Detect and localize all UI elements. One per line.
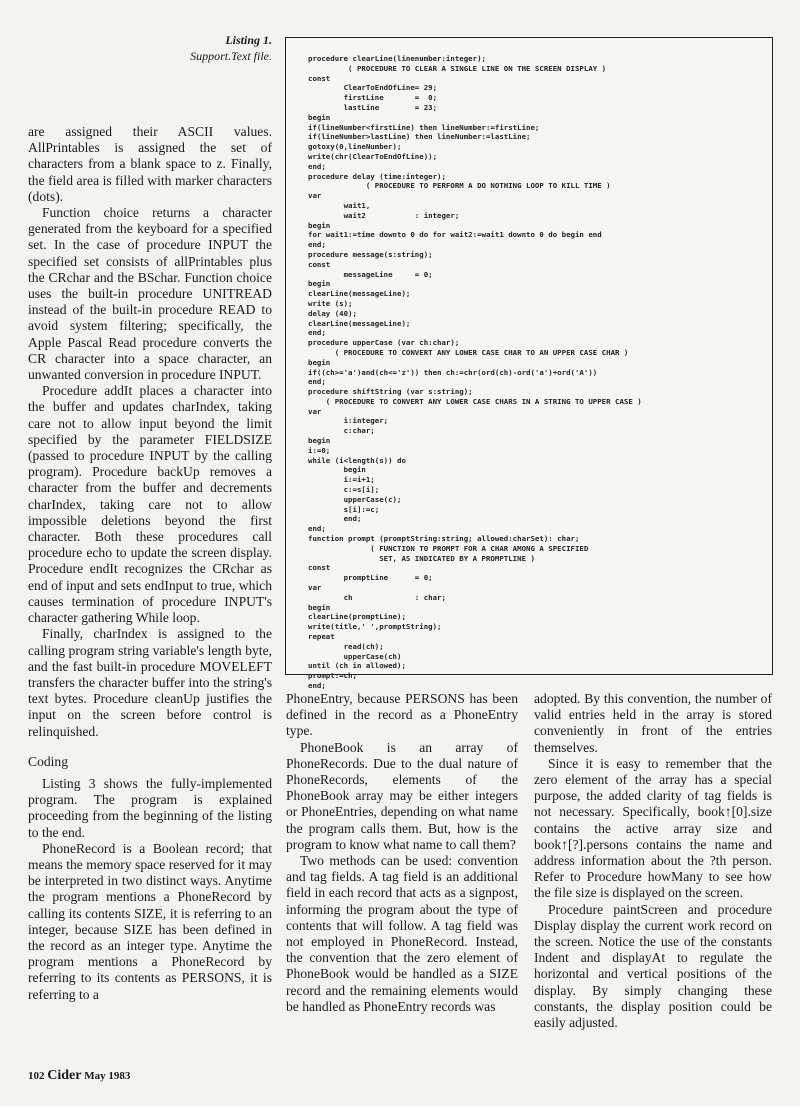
code-line: if(lineNumber>lastLine) then lineNumber:=lastLine;: [308, 132, 531, 142]
code-line: repeat: [308, 632, 335, 642]
text-column-3: [534, 691, 772, 1031]
paragraph: Finally, charIndex is assigned to the calling program string variable's length byte, and the fast built-in procedure MOVELEFT transfers the character buffer into the string's text bytes. Procedure cleanUp justifies the input on the screen before control is relinquished.: [28, 626, 272, 739]
code-line: ( PROCEDURE TO CONVERT ANY LOWER CASE CHARS IN A STRING TO UPPER CASE ): [325, 396, 642, 406]
code-line: begin: [308, 602, 331, 612]
text-column-1: [28, 124, 272, 1003]
paragraph: PhoneEntry, because PERSONS has been defined in the record as a PhoneEntry type.: [286, 691, 518, 739]
code-line: end;: [308, 161, 326, 171]
issue-date: May 1983: [84, 1070, 131, 1082]
code-line: i:=i+1;: [343, 475, 375, 485]
code-line: const: [308, 259, 331, 269]
code-line: clearLine(messageLine);: [308, 289, 411, 299]
code-line: end;: [308, 524, 326, 534]
magazine-logo: Cider: [47, 1068, 82, 1083]
listing-subtitle: Support.Text file.: [190, 49, 272, 63]
code-line: for wait1:=time downto 0 do for wait2:=wait1 downto 0 do begin end: [308, 230, 602, 240]
code-line: ClearToEndOfLine= 29;: [343, 83, 438, 93]
code-line: ( FUNCTION TO PROMPT FOR A CHAR AMONG A SPECIFIED: [370, 543, 589, 553]
code-line: begin: [308, 357, 331, 367]
paragraph: PhoneRecord is a Boolean record; that means the memory space reserved for it may be interpreted in two distinct ways. Anytime the program mentions a PhoneRecord by calling its contents SIZE, it is referring to an integer, because SIZE has been defined in the record as an integer type. Anytime the program mentions a PhoneRecord by referring to its contents as PERSONS, it is referring to a: [28, 840, 272, 1002]
code-line: lastLine = 23;: [343, 102, 438, 112]
code-line: procedure upperCase (var ch:char);: [308, 338, 460, 348]
paragraph: Since it is easy to remember that the zero element of the array has a special purpose, the added clarity of tag fields is not necessary. Specifically, book↑[0].size contains the active array size and book↑[?].persons contains the name and address information about the ?th person. Refer to Procedure howMany to see how the file size is displayed on the screen.: [534, 755, 772, 901]
paragraph: are assigned their ASCII values. AllPrintables is assigned the set of characters from a blank space to z. Finally, the field area is filled with marker characters (dots).: [28, 124, 272, 204]
code-line: ( PROCEDURE TO CONVERT ANY LOWER CASE CHAR TO AN UPPER CASE CHAR ): [334, 347, 629, 357]
code-line: procedure delay (time:integer);: [308, 171, 446, 181]
page-footer: [28, 1068, 130, 1084]
paragraph: PhoneBook is an array of PhoneRecords. Due to the dual nature of PhoneRecords, elements of the PhoneBook array may be either integers or PhoneEntries, depending on what name the program calls them. But, how is the program to know what name to call them?: [286, 739, 518, 852]
code-line: end;: [343, 514, 362, 524]
code-line: prompt:=ch;: [308, 671, 357, 681]
code-line: upperCase(ch): [343, 651, 402, 661]
code-line: end;: [308, 240, 326, 250]
code-line: begin: [308, 112, 331, 122]
code-line: gotoxy(0,lineNumber);: [308, 142, 402, 152]
code-line: ch : char;: [343, 592, 446, 602]
code-line: delay (40);: [308, 308, 357, 318]
code-line: procedure message(s:string);: [308, 249, 433, 259]
code-line: end;: [308, 377, 326, 387]
code-line: i:integer;: [343, 416, 389, 426]
code-line: until (ch in allowed);: [308, 661, 406, 671]
code-line: s[i]:=c;: [343, 504, 380, 514]
code-line: c:char;: [343, 426, 375, 436]
code-line: begin: [308, 279, 331, 289]
code-line: write (s);: [308, 298, 353, 308]
code-line: while (i<length(s)) do: [308, 455, 406, 465]
code-line: if(lineNumber<firstLine) then lineNumber:=firstLine;: [308, 122, 540, 132]
code-line: c:=s[i];: [343, 485, 380, 495]
code-line: firstLine = 0;: [343, 93, 438, 103]
code-listing: [308, 54, 768, 691]
code-line: i:=0;: [308, 445, 331, 455]
paragraph: Two methods can be used: convention and tag fields. A tag field is an additional field in each record that acts as a signpost, informing the program about the type of contents that will follow. A tag field was not employed in PhoneRecord. Instead, the convention that the zero element of PhoneBook would be handled as a SIZE record and the remaining elements would be handled as PhoneEntry records was: [286, 853, 518, 1014]
code-line: messageLine = 0;: [343, 269, 433, 279]
code-line: const: [308, 73, 331, 83]
paragraph: Function choice returns a character generated from the keyboard for a specified set. In the case of procedure INPUT the specified set consists of allPrintables plus the CRchar and the BSchar. Function choice uses the built-in procedure UNITREAD instead of the built-in procedure READ to avoid system filtering; specifically, the Apple Pascal Read procedure converts the CR character into a space character, an unwanted conversion in procedure INPUT.: [28, 205, 272, 383]
code-line: SET, AS INDICATED BY A PROMPTLINE ): [379, 553, 535, 563]
code-line: clearLine(promptLine);: [308, 612, 406, 622]
code-line: function prompt (promptString:string; allowed:charSet): char;: [308, 534, 580, 544]
code-line: upperCase(c);: [343, 494, 402, 504]
code-line: wait2 : integer;: [343, 210, 460, 220]
code-line: write(title,' ',promptString);: [308, 622, 442, 632]
code-line: end;: [308, 328, 326, 338]
code-line: end;: [308, 681, 326, 690]
paragraph: adopted. By this convention, the number of valid entries held in the array is stored conveniently in front of the entries themselves.: [534, 691, 772, 755]
code-line: const: [308, 563, 331, 573]
paragraph: Procedure paintScreen and procedure Display display the current work record on the screen. Notice the use of the constants Indent and displayAt to regulate the horizontal and vertical positions of the display. By simply changing these constants, the display position could be easily adjusted.: [534, 901, 772, 1031]
code-line: promptLine = 0;: [343, 573, 433, 583]
page-number: 102: [28, 1070, 45, 1082]
code-line: var: [308, 583, 322, 593]
code-line: procedure shiftString (var s:string);: [308, 387, 473, 397]
listing-caption: [150, 32, 272, 64]
code-line: var: [308, 406, 322, 416]
code-line: begin: [308, 436, 331, 446]
text-column-2: [286, 691, 518, 1015]
code-line: var: [308, 191, 322, 201]
paragraph: Procedure addIt places a character into the buffer and updates charIndex, taking care not to allow input beyond the limit specified by the parameter FIELDSIZE (passed to procedure INPUT by the calling program). Procedure backUp removes a character from the buffer and decrements charIndex, taking care not to allow impossible deletions beyond the first character. Both these procedures call procedure echo to update the screen display. Procedure endIt recognizes the CRchar as end of input and sets endInput to true, which causes termination of procedure INPUT's character gathering While loop.: [28, 383, 272, 626]
code-line: clearLine(messageLine);: [308, 318, 411, 328]
code-line: wait1,: [343, 200, 371, 210]
listing-title: Listing 1.: [225, 33, 272, 47]
paragraph: Listing 3 shows the fully-implemented program. The program is explained proceeding from the beginning of the listing to the end.: [28, 775, 272, 840]
code-line: begin: [343, 465, 366, 475]
code-line: read(ch);: [343, 641, 384, 651]
code-line: ( PROCEDURE TO CLEAR A SINGLE LINE ON THE SCREEN DISPLAY ): [348, 63, 607, 73]
code-line: procedure clearLine(linenumber:integer);: [308, 54, 486, 63]
code-line: write(chr(ClearToEndOfLine));: [308, 151, 438, 161]
code-line: begin: [308, 220, 331, 230]
code-line: if((ch>='a')and(ch<='z')) then ch:=chr(ord(ch)-ord('a')+ord('A')): [308, 367, 598, 377]
code-line: ( PROCEDURE TO PERFORM A DO NOTHING LOOP TO KILL TIME ): [365, 181, 611, 191]
section-heading: Coding: [28, 753, 69, 769]
